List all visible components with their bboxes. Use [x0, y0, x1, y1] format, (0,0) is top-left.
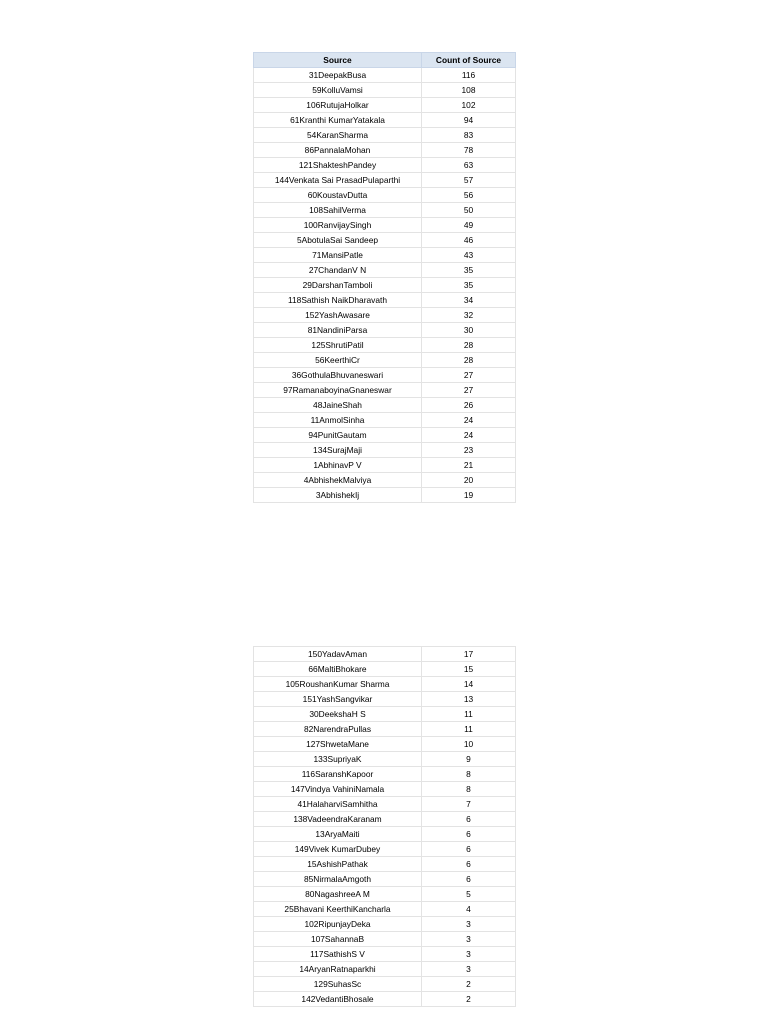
source-cell: 108SahilVerma — [254, 203, 422, 218]
count-cell: 6 — [422, 842, 516, 857]
count-cell: 20 — [422, 473, 516, 488]
table-row — [254, 188, 516, 203]
source-cell: 86PannalaMohan — [254, 143, 422, 158]
count-cell: 19 — [422, 488, 516, 503]
table-row — [254, 113, 516, 128]
table-row — [254, 488, 516, 503]
count-cell: 3 — [422, 917, 516, 932]
source-cell: 4AbhishekMalviya — [254, 473, 422, 488]
table-row — [254, 707, 516, 722]
count-cell: 3 — [422, 962, 516, 977]
table-row — [254, 263, 516, 278]
count-cell: 30 — [422, 323, 516, 338]
source-cell: 138VadeendraKaranam — [254, 812, 422, 827]
table-row — [254, 917, 516, 932]
count-cell: 17 — [422, 647, 516, 662]
source-cell: 41HalaharviSamhitha — [254, 797, 422, 812]
source-cell: 81NandiniParsa — [254, 323, 422, 338]
source-cell: 13AryaMaiti — [254, 827, 422, 842]
count-cell: 63 — [422, 158, 516, 173]
source-cell: 36GothulaBhuvaneswari — [254, 368, 422, 383]
source-cell: 27ChandanV N — [254, 263, 422, 278]
source-count-table-bottom — [253, 646, 516, 1007]
source-cell: 151YashSangvikar — [254, 692, 422, 707]
count-cell: 50 — [422, 203, 516, 218]
count-cell: 28 — [422, 353, 516, 368]
source-cell: 150YadavAman — [254, 647, 422, 662]
source-cell: 105RoushanKumar Sharma — [254, 677, 422, 692]
count-cell: 32 — [422, 308, 516, 323]
table-row — [254, 992, 516, 1007]
source-cell: 147Vindya VahiniNamala — [254, 782, 422, 797]
count-cell: 4 — [422, 902, 516, 917]
source-cell: 133SupriyaK — [254, 752, 422, 767]
source-cell: 100RanvijaySingh — [254, 218, 422, 233]
count-cell: 11 — [422, 722, 516, 737]
table-row — [254, 947, 516, 962]
table-row — [254, 323, 516, 338]
source-cell: 82NarendraPullas — [254, 722, 422, 737]
table-row — [254, 428, 516, 443]
count-cell: 6 — [422, 857, 516, 872]
source-cell: 116SaranshKapoor — [254, 767, 422, 782]
source-cell: 3AbhishekIj — [254, 488, 422, 503]
source-cell: 60KoustavDutta — [254, 188, 422, 203]
count-cell: 94 — [422, 113, 516, 128]
count-cell: 6 — [422, 872, 516, 887]
count-cell: 57 — [422, 173, 516, 188]
table-row — [254, 338, 516, 353]
count-cell: 43 — [422, 248, 516, 263]
source-cell: 102RipunjayDeka — [254, 917, 422, 932]
count-cell: 26 — [422, 398, 516, 413]
count-cell: 10 — [422, 737, 516, 752]
table-body-bottom — [254, 647, 516, 1007]
source-cell: 94PunitGautam — [254, 428, 422, 443]
count-cell: 102 — [422, 98, 516, 113]
table-row — [254, 692, 516, 707]
table-row — [254, 872, 516, 887]
source-cell: 48JaineShah — [254, 398, 422, 413]
count-cell: 21 — [422, 458, 516, 473]
count-column-header: Count of Source — [422, 53, 516, 68]
table-row — [254, 857, 516, 872]
table-row — [254, 218, 516, 233]
count-cell: 15 — [422, 662, 516, 677]
count-cell: 28 — [422, 338, 516, 353]
table-body-top — [254, 68, 516, 503]
source-cell: 54KaranSharma — [254, 128, 422, 143]
count-cell: 3 — [422, 947, 516, 962]
table-row — [254, 827, 516, 842]
count-cell: 9 — [422, 752, 516, 767]
table-row — [254, 368, 516, 383]
count-cell: 56 — [422, 188, 516, 203]
source-cell: 56KeerthiCr — [254, 353, 422, 368]
source-cell: 121ShakteshPandey — [254, 158, 422, 173]
source-cell: 106RutujaHolkar — [254, 98, 422, 113]
count-cell: 24 — [422, 428, 516, 443]
source-cell: 1AbhinavP V — [254, 458, 422, 473]
source-cell: 117SathishS V — [254, 947, 422, 962]
count-cell: 116 — [422, 68, 516, 83]
count-cell: 35 — [422, 263, 516, 278]
source-cell: 144Venkata Sai PrasadPulaparthi — [254, 173, 422, 188]
count-cell: 23 — [422, 443, 516, 458]
table-row — [254, 932, 516, 947]
count-cell: 34 — [422, 293, 516, 308]
source-count-table-top — [253, 52, 516, 503]
source-cell: 30DeekshaH S — [254, 707, 422, 722]
count-cell: 6 — [422, 812, 516, 827]
table-row — [254, 383, 516, 398]
count-cell: 8 — [422, 782, 516, 797]
table-row — [254, 203, 516, 218]
table-row — [254, 83, 516, 98]
table-row — [254, 812, 516, 827]
table-row — [254, 173, 516, 188]
count-cell: 27 — [422, 368, 516, 383]
count-cell: 46 — [422, 233, 516, 248]
source-cell: 97RamanaboyinaGnaneswar — [254, 383, 422, 398]
table-row — [254, 797, 516, 812]
count-cell: 27 — [422, 383, 516, 398]
count-cell: 24 — [422, 413, 516, 428]
table-row — [254, 842, 516, 857]
count-cell: 8 — [422, 767, 516, 782]
table-row — [254, 962, 516, 977]
source-cell: 107SahannaB — [254, 932, 422, 947]
table-row — [254, 398, 516, 413]
source-cell: 5AbotulaSai Sandeep — [254, 233, 422, 248]
table-row — [254, 752, 516, 767]
source-cell: 71MansiPatle — [254, 248, 422, 263]
table-row — [254, 443, 516, 458]
source-cell: 29DarshanTamboli — [254, 278, 422, 293]
count-cell: 2 — [422, 992, 516, 1007]
source-cell: 142VedantiBhosale — [254, 992, 422, 1007]
count-cell: 14 — [422, 677, 516, 692]
count-cell: 11 — [422, 707, 516, 722]
source-column-header: Source — [254, 53, 422, 68]
table-row — [254, 143, 516, 158]
table-row — [254, 413, 516, 428]
source-cell: 14AryanRatnaparkhi — [254, 962, 422, 977]
source-cell: 127ShwetaMane — [254, 737, 422, 752]
source-cell: 80NagashreeA M — [254, 887, 422, 902]
count-cell: 3 — [422, 932, 516, 947]
source-cell: 15AshishPathak — [254, 857, 422, 872]
table-row — [254, 473, 516, 488]
count-cell: 13 — [422, 692, 516, 707]
source-cell: 66MaltiBhokare — [254, 662, 422, 677]
source-cell: 11AnmolSinha — [254, 413, 422, 428]
table-row — [254, 458, 516, 473]
source-cell: 61Kranthi KumarYatakala — [254, 113, 422, 128]
count-cell: 7 — [422, 797, 516, 812]
table-header — [254, 53, 516, 68]
count-cell: 49 — [422, 218, 516, 233]
count-cell: 83 — [422, 128, 516, 143]
table-row — [254, 782, 516, 797]
count-cell: 2 — [422, 977, 516, 992]
table-row — [254, 662, 516, 677]
table-row — [254, 158, 516, 173]
table-row — [254, 233, 516, 248]
count-cell: 6 — [422, 827, 516, 842]
table-row — [254, 248, 516, 263]
table-row — [254, 902, 516, 917]
source-cell: 31DeepakBusa — [254, 68, 422, 83]
table-row — [254, 677, 516, 692]
table-row — [254, 647, 516, 662]
header-row — [254, 53, 516, 68]
table-row — [254, 98, 516, 113]
table-row — [254, 68, 516, 83]
source-cell: 134SurajMaji — [254, 443, 422, 458]
source-cell: 25Bhavani KeerthiKancharla — [254, 902, 422, 917]
table-row — [254, 737, 516, 752]
source-cell: 129SuhasSc — [254, 977, 422, 992]
table-row — [254, 128, 516, 143]
source-cell: 152YashAwasare — [254, 308, 422, 323]
table-row — [254, 977, 516, 992]
table-row — [254, 722, 516, 737]
table-row — [254, 278, 516, 293]
source-cell: 149Vivek KumarDubey — [254, 842, 422, 857]
table-row — [254, 767, 516, 782]
table-row — [254, 308, 516, 323]
source-cell: 85NirmalaAmgoth — [254, 872, 422, 887]
source-cell: 118Sathish NaikDharavath — [254, 293, 422, 308]
table-row — [254, 887, 516, 902]
count-cell: 108 — [422, 83, 516, 98]
table-row — [254, 353, 516, 368]
count-cell: 78 — [422, 143, 516, 158]
count-cell: 35 — [422, 278, 516, 293]
source-cell: 59KolluVamsi — [254, 83, 422, 98]
table-row — [254, 293, 516, 308]
count-cell: 5 — [422, 887, 516, 902]
source-cell: 125ShrutiPatil — [254, 338, 422, 353]
